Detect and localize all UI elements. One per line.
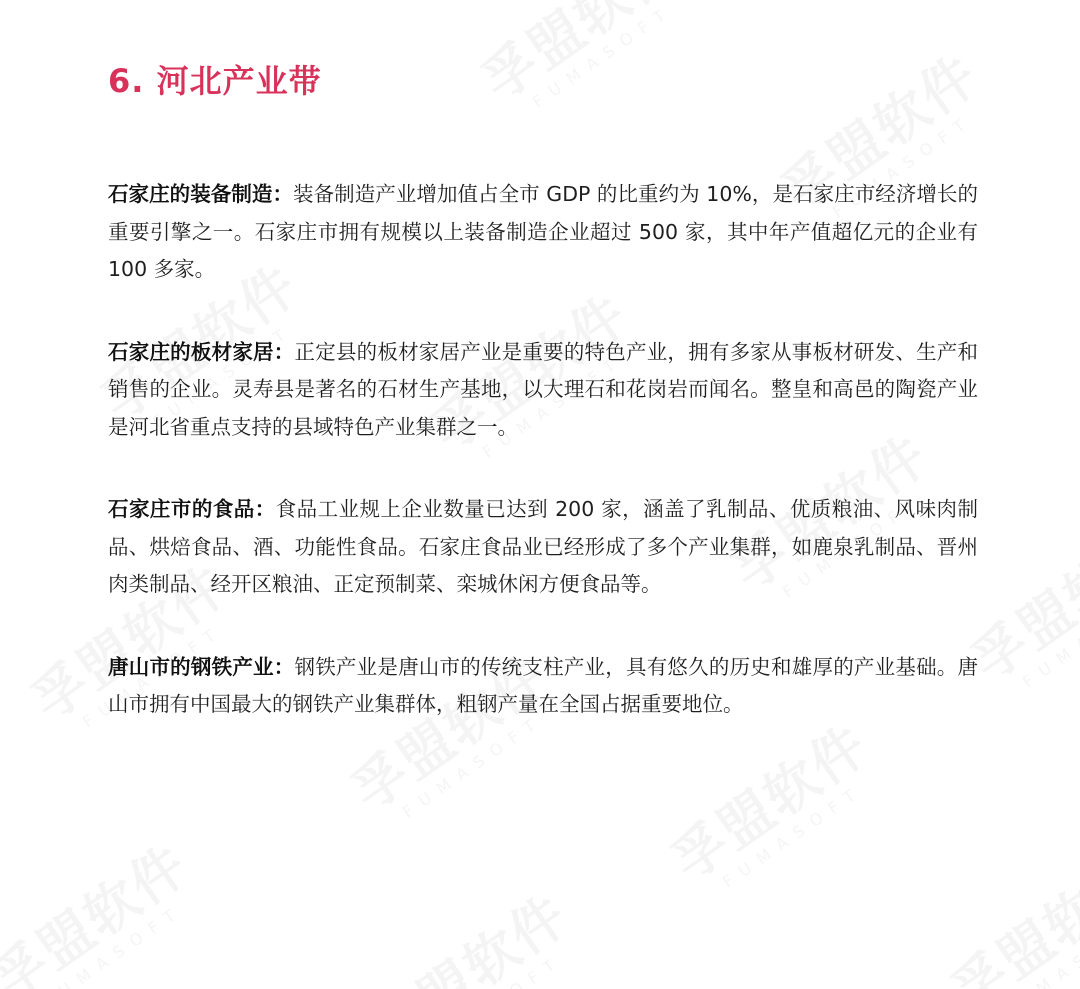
paragraph-food [108,491,978,604]
paragraph-text: 钢铁产业是唐山市的传统支柱产业，具有悠久的历史和雄厚的产业基础。唐山市拥有中国最大的钢铁产业集群体，粗钢产量在全国占据重要地位。 [108,654,979,716]
section-title: 6. 河北产业带 [108,62,322,100]
article-content [108,58,978,724]
paragraph-term: 石家庄市的食品： [108,497,276,521]
paragraph-steel [108,649,978,724]
paragraph-text: 正定县的板材家居产业是重要的特色产业，拥有多家从事板材研发、生产和销售的企业。灵寿县是著名的石材生产基地，以大理石和花岗岩而闻名。整皇和高邑的陶瓷产业是河北省重点支持的县域特色产业集群之一。 [108,339,979,439]
paragraph-term: 唐山市的钢铁产业： [108,654,295,679]
watermark [654,704,890,908]
paragraph-term: 石家庄的装备制造： [108,182,294,206]
paragraph-panel-furniture [108,334,978,447]
paragraph-equipment-manufacturing [108,176,978,289]
paragraph-text: 食品工业规上企业数量已达到 200 家，涵盖了乳制品、优质粮油、风味肉制品、烘焙食品、酒、功能性食品。石家庄食品业已经形成了多个产业集群，如鹿泉乳制品、晋州肉类制品、经开区粮油、正定预制菜、栾城休闲方便食品等。 [108,497,978,596]
watermark [0,824,210,989]
watermark [934,834,1080,989]
paragraph-text: 装备制造产业增加值占全市 GDP 的比重约为 10%，是石家庄市经济增长的重要引擎之一。石家庄市拥有规模以上装备制造企业超过 500 家，其中年产值超亿元的企业有 100 多家。 [108,182,978,281]
watermark [354,874,590,989]
paragraph-term: 石家庄的板材家居： [108,339,295,364]
